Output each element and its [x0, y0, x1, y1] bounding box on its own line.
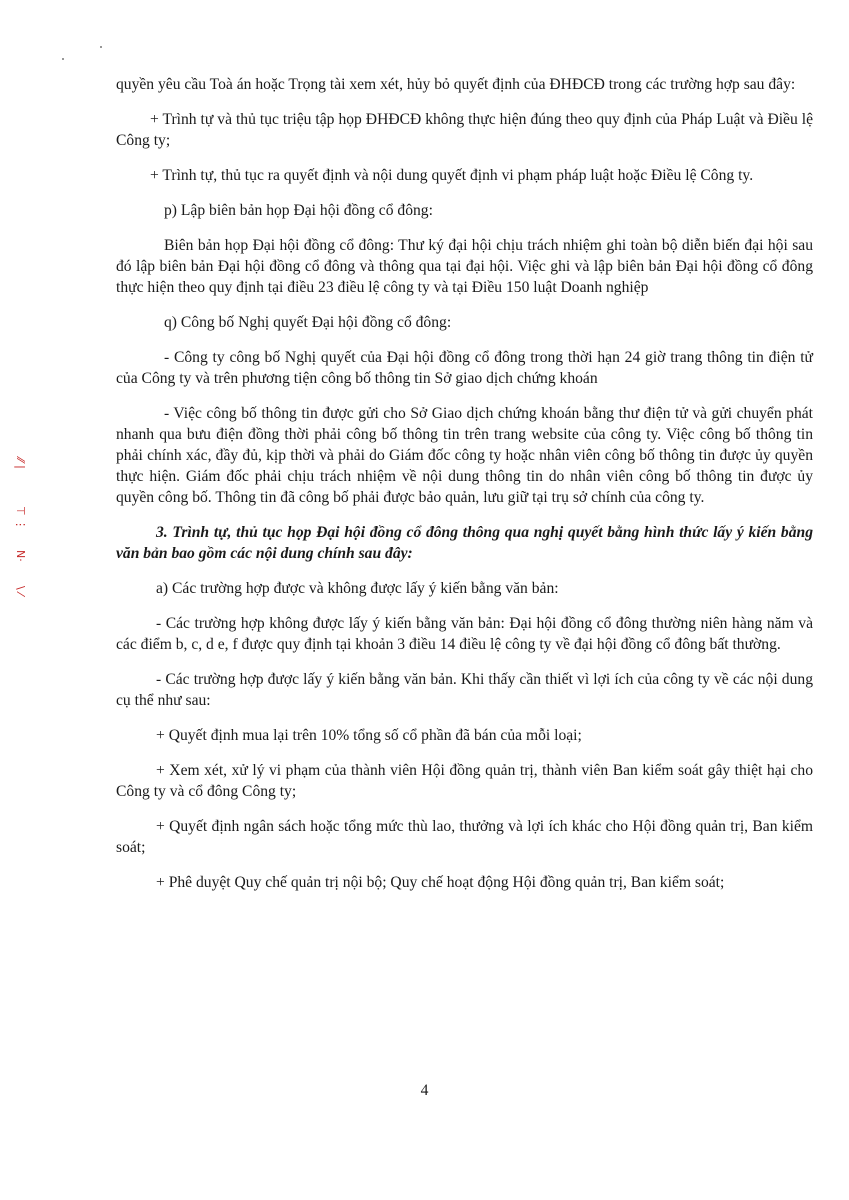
paragraph: - Việc công bố thông tin được gửi cho Sở Giao dịch chứng khoán bằng thư điện tử và gửi chuyển phát nhanh qua bưu điện đồng thời phải công bố thông tin trên trang website của công ty. Việc công bố thông tin phải chính xác, đầy đủ, kịp thời và phải do Giám đốc công ty hoặc nhân viên công bố thông tin được ủy quyền thực hiện. Giám đốc phải chịu trách nhiệm về nội dung thông tin do nhân viên công bố thông tin được ủy quyền công bố. Thông tin đã công bố phải được bảo quản, lưu giữ tại trụ sở chính của công ty.	[116, 405, 813, 506]
paragraph: Biên bản họp Đại hội đồng cổ đông: Thư ký đại hội chịu trách nhiệm ghi toàn bộ diễn biến đại hội sau đó lập biên bản Đại hội đồng cổ đông và thông qua tại đại hội. Việc ghi và lập biên bản Đại hội đồng cổ đông thực hiện theo quy định tại điều 23 điều lệ công ty và tại Điều 150 luật Doanh nghiệp	[116, 237, 813, 296]
page-number: 4	[420, 1082, 429, 1099]
section-heading-a: a) Các trường hợp được và không được lấy ý kiến bằng văn bản:	[156, 580, 559, 597]
paragraph: - Các trường hợp không được lấy ý kiến bằng văn bản: Đại hội đồng cổ đông thường niên hàng năm và các điểm b, c, d e, f được quy định tại khoản 3 điều 14 điều lệ công ty về đại hội đồng cổ đông bất thường.	[116, 615, 813, 653]
list-item: + Quyết định mua lại trên 10% tổng số cổ phần đã bán của mỗi loại;	[156, 727, 582, 744]
paragraph: quyền yêu cầu Toà án hoặc Trọng tài xem xét, hủy bỏ quyết định của ĐHĐCĐ trong các trường hợp sau đây:	[116, 76, 796, 93]
list-item: + Quyết định ngân sách hoặc tổng mức thù lao, thưởng và lợi ích khác cho Hội đồng quản trị, Ban kiểm soát;	[116, 818, 813, 856]
paragraph: + Trình tự, thủ tục ra quyết định và nội dung quyết định vi phạm pháp luật hoặc Điều lệ Công ty.	[150, 167, 754, 184]
scan-speck	[100, 46, 102, 48]
red-mark: ⁄⁄ |	[14, 458, 27, 469]
section-heading-q: q) Công bố Nghị quyết Đại hội đồng cổ đông:	[164, 314, 452, 331]
section-heading-3: 3. Trình tự, thủ tục họp Đại hội đồng cổ đông thông qua nghị quyết bằng hình thức lấy ý kiến bằng văn bản bao gồm các nội dung chính sau đây:	[116, 524, 813, 562]
margin-stamp-marks	[14, 458, 44, 628]
document-body	[116, 74, 813, 907]
paragraph: + Trình tự và thủ tục triệu tập họp ĐHĐCĐ không thực hiện đúng theo quy định của Pháp Luật và Điều lệ Công ty;	[116, 111, 813, 149]
paragraph: - Công ty công bố Nghị quyết của Đại hội đồng cổ đông trong thời hạn 24 giờ trang thông tin điện tử của Công ty và trên phương tiện công bố thông tin Sở giao dịch chứng khoán	[116, 349, 813, 387]
section-heading-p: p) Lập biên bản họp Đại hội đồng cổ đông:	[164, 202, 433, 219]
scan-speck	[62, 58, 64, 60]
red-mark: ⊤ ⋮	[14, 506, 27, 531]
red-mark: N·	[14, 550, 27, 562]
paragraph: - Các trường hợp được lấy ý kiến bằng văn bản. Khi thấy cần thiết vì lợi ích của công ty về các nội dung cụ thể như sau:	[116, 671, 813, 709]
list-item: + Phê duyệt Quy chế quản trị nội bộ; Quy chế hoạt động Hội đồng quản trị, Ban kiểm soát;	[156, 874, 725, 891]
red-mark: \ ⁄	[14, 586, 27, 596]
list-item: + Xem xét, xử lý vi phạm của thành viên Hội đồng quản trị, thành viên Ban kiểm soát gây thiệt hại cho Công ty và cổ đông Công ty;	[116, 762, 813, 800]
